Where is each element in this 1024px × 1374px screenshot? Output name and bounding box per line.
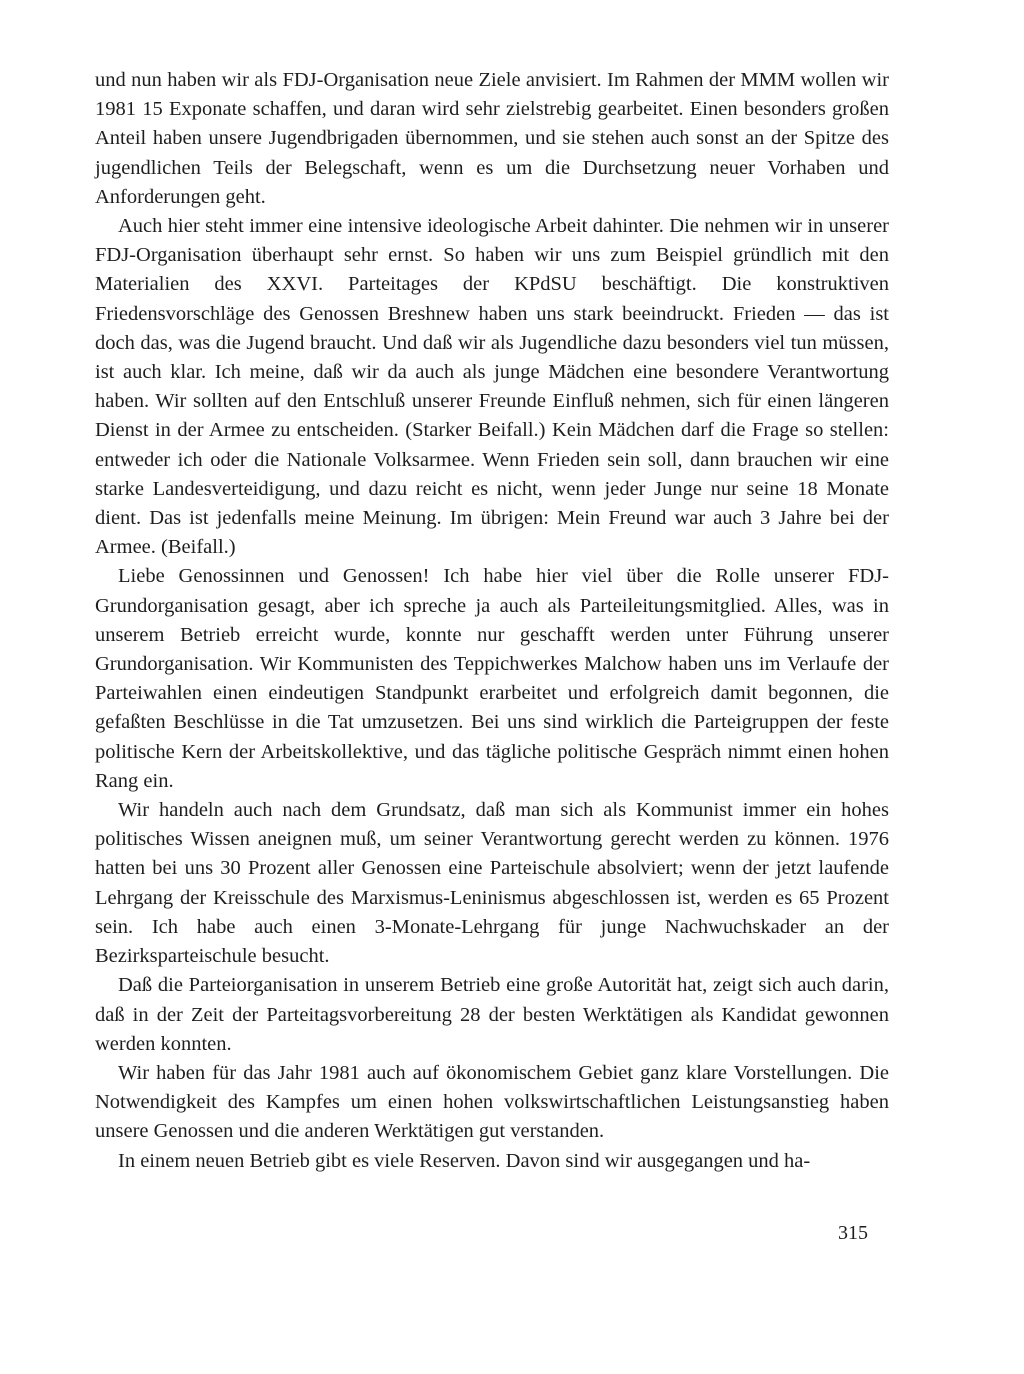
paragraph-7: In einem neuen Betrieb gibt es viele Reserven. Davon sind wir ausgegangen und ha- (118, 1149, 811, 1172)
paragraph-1: und nun haben wir als FDJ-Organisation neue Ziele anvisiert. Im Rahmen der MMM wollen wir 1981 15 Exponate schaffen, und daran wird sehr zielstrebig gearbeitet. Einen besonders großen Anteil haben unsere Jugendbrigaden übernommen, und sie stehen auch sonst an der Spitze des jugendlichen Teils der Belegschaft, wenn es um die Durchsetzung neuer Vorhaben und Anforderungen geht. (95, 69, 889, 208)
paragraph-2: Auch hier steht immer eine intensive ideologische Arbeit dahinter. Die nehmen wir in unserer FDJ-Organisation überhaupt sehr ernst. So haben wir uns zum Beispiel gründlich mit den Materialien des XXVI. Parteitages der KPdSU beschäftigt. Die konstruktiven Friedensvorschläge des Genossen Breshnew haben uns stark beeindruckt. Frieden — das ist doch das, was die Jugend braucht. Und daß wir als Jugendliche dazu besonders viel tun müssen, ist auch klar. Ich meine, daß wir da auch als junge Mädchen eine besondere Verantwortung haben. Wir sollten auf den Entschluß unserer Freunde Einfluß nehmen, sich für einen längeren Dienst in der Armee zu entscheiden. (Starker Beifall.) Kein Mädchen darf die Frage so stellen: entweder ich oder die Nationale Volksarmee. Wenn Frieden sein soll, dann brauchen wir eine starke Landesverteidigung, und dazu reicht es nicht, wenn jeder Junge nur seine 18 Monate dient. Das ist jedenfalls meine Meinung. Im übrigen: Mein Freund war auch 3 Jahre bei der Armee. (Beifall.) (95, 215, 889, 559)
paragraph-6: Wir haben für das Jahr 1981 auch auf ökonomischem Gebiet ganz klare Vorstellungen. Die Notwendigkeit des Kampfes um einen hohen volkswirtschaftlichen Leistungsanstieg haben unsere Genossen und die anderen Werktätigen gut verstanden. (95, 1061, 889, 1143)
paragraph-5: Daß die Parteiorganisation in unserem Betrieb eine große Autorität hat, zeigt sich auch darin, daß in der Zeit der Parteitagsvorbereitung 28 der besten Werktätigen als Kandidat gewonnen werden konnten. (95, 974, 889, 1055)
paragraph-3: Liebe Genossinnen und Genossen! Ich habe hier viel über die Rolle unserer FDJ-Grundorganisation gesagt, aber ich spreche ja auch als Parteileitungsmitglied. Alles, was in unserem Betrieb erreicht wurde, konnte nur geschafft werden unter Führung unserer Grundorganisation. Wir Kommunisten des Teppichwerkes Malchow haben uns im Verlaufe der Parteiwahlen einen eindeutigen Standpunkt erarbeitet und erfolgreich damit begonnen, die gefaßten Beschlüsse in die Tat umzusetzen. Bei uns sind wirklich die Parteigruppen der feste politische Kern der Arbeitskollektive, und das tägliche politische Gespräch nimmt einen hohen Rang ein. (95, 565, 889, 792)
paragraph-4: Wir handeln auch nach dem Grundsatz, daß man sich als Kommunist immer ein hohes politisches Wissen aneignen muß, um seiner Verantwortung gerecht werden zu können. 1976 hatten bei uns 30 Prozent aller Genossen eine Parteischule absolviert; wenn der jetzt laufende Lehrgang der Kreisschule des Marxismus-Leninismus abgeschlossen ist, werden es 65 Prozent sein. Ich habe auch einen 3-Monate-Lehrgang für junge Nachwuchskader an der Bezirksparteischule besucht. (95, 799, 889, 968)
body-text (95, 66, 889, 1176)
page-number: 315 (838, 1222, 868, 1244)
